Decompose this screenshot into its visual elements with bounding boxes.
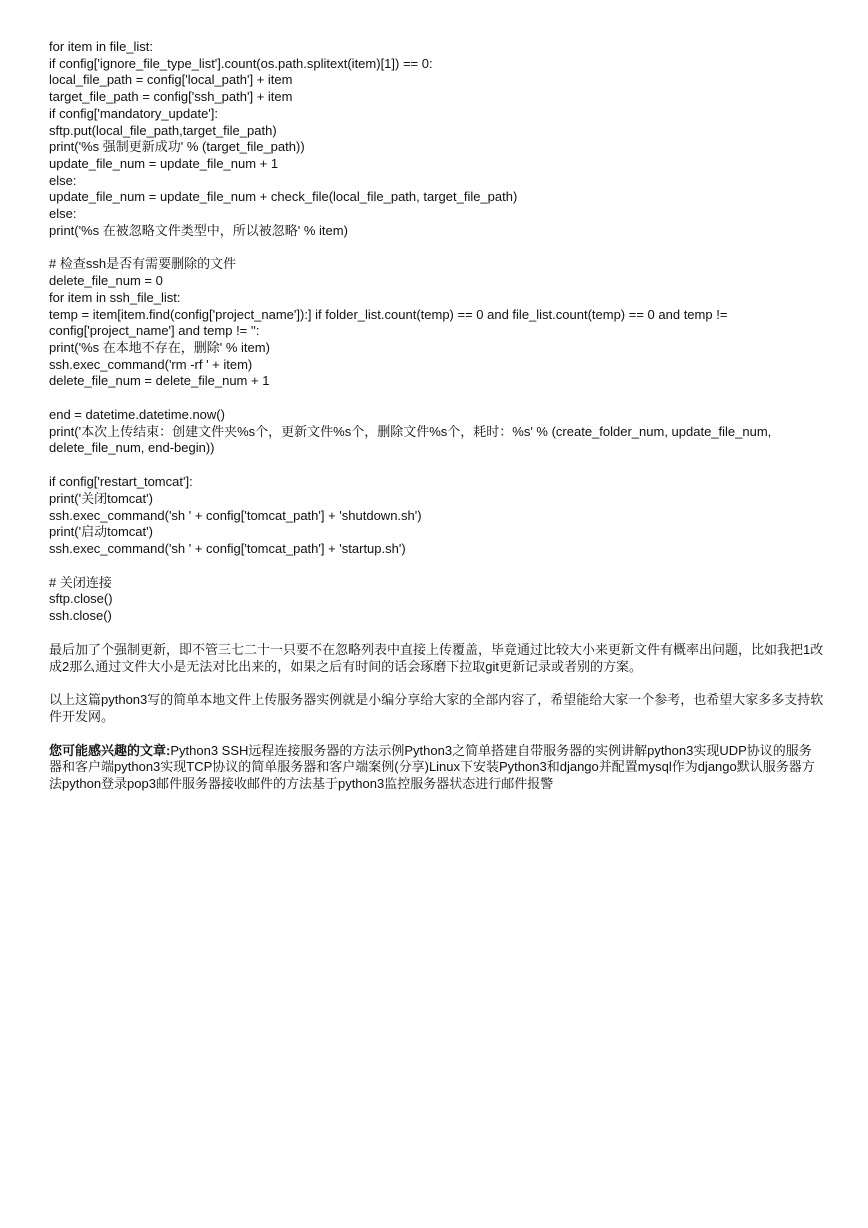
code-line: print('本次上传结束：创建文件夹%s个，更新文件%s个，删除文件%s个，耗时：%s' % (create_folder_num, update_file_num, delete_file_num, end-begin)) <box>49 423 775 456</box>
code-block <box>49 575 824 625</box>
code-line: print('%s 在被忽略文件类型中，所以被忽略' % item) <box>49 222 348 238</box>
code-line: print('关闭tomcat') <box>49 490 153 506</box>
related-articles-label: 您可能感兴趣的文章: <box>49 742 171 758</box>
paragraph: 以上这篇python3写的简单本地文件上传服务器实例就是小编分享给大家的全部内容了，希望能给大家一个参考，也希望大家多多支持软件开发网。 <box>49 692 824 724</box>
related-article-link[interactable]: Python3之简单搭建自带服务器的实例讲解 <box>404 742 648 758</box>
paragraph-section <box>49 642 824 726</box>
code-line: target_file_path = config['ssh_path'] + item <box>49 89 293 105</box>
code-line: delete_file_num = 0 <box>49 273 163 289</box>
code-line: print('启动tomcat') <box>49 524 153 540</box>
code-line: update_file_num = update_file_num + 1 <box>49 155 279 171</box>
code-line: ssh.exec_command('sh ' + config['tomcat_path'] + 'shutdown.sh') <box>49 507 422 523</box>
code-line: delete_file_num = delete_file_num + 1 <box>49 373 270 389</box>
code-line: print('%s 在本地不存在，删除' % item) <box>49 339 270 355</box>
code-line: if config['mandatory_update']: <box>49 105 219 121</box>
code-line: sftp.close() <box>49 591 113 607</box>
related-article-link[interactable]: Linux下安装Python3和django并配置mysql作为django默认服务器方法 <box>49 759 815 792</box>
code-line: temp = item[item.find(config['project_name']):] if folder_list.count(temp) == 0 and file_list.count(temp) == 0 and temp != config['project_name'] and temp != '': <box>49 306 732 339</box>
code-line: ssh.exec_command('rm -rf ' + item) <box>49 356 253 372</box>
related-article-link[interactable]: Python3 SSH远程连接服务器的方法示例 <box>170 742 405 758</box>
code-block <box>49 474 824 558</box>
code-line: update_file_num = update_file_num + check_file(local_file_path, target_file_path) <box>49 189 518 205</box>
related-article-link[interactable]: python登录pop3邮件服务器接收邮件的方法 <box>62 776 312 792</box>
code-line: print('%s 强制更新成功' % (target_file_path)) <box>49 139 305 155</box>
code-block <box>49 407 824 457</box>
related-article-link[interactable]: python3实现TCP协议的简单服务器和客户端案例(分享) <box>114 759 429 775</box>
code-line: ssh.exec_command('sh ' + config['tomcat_path'] + 'startup.sh') <box>49 540 406 556</box>
code-line: end = datetime.datetime.now() <box>49 407 225 423</box>
code-block <box>49 256 824 390</box>
code-line: if config['ignore_file_type_list'].count(os.path.splitext(item)[1]) == 0: <box>49 55 433 71</box>
paragraph: 最后加了个强制更新，即不管三七二十一只要不在忽略列表中直接上传覆盖，毕竟通过比较大小来更新文件有概率出问题，比如我把1改成2那么通过文件大小是无法对比出来的，如果之后有时间的话会琢磨下拉取git更新记录或者别的方案。 <box>49 641 824 674</box>
related-article-link[interactable]: 基于python3监控服务器状态进行邮件报警 <box>311 776 554 792</box>
code-line: # 关闭连接 <box>49 574 112 590</box>
code-block <box>49 39 824 239</box>
code-section <box>49 39 824 625</box>
related-articles <box>49 743 824 793</box>
related-article-link[interactable]: python3实现UDP协议的服务器和客户端 <box>49 742 812 775</box>
code-line: else: <box>49 172 77 188</box>
code-line: ssh.close() <box>49 608 112 624</box>
code-line: sftp.put(local_file_path,target_file_path) <box>49 122 277 138</box>
code-line: for item in file_list: <box>49 39 154 54</box>
code-line: if config['restart_tomcat']: <box>49 474 193 490</box>
code-line: local_file_path = config['local_path'] + item <box>49 72 293 88</box>
code-line: else: <box>49 206 77 222</box>
code-line: # 检查ssh是否有需要删除的文件 <box>49 256 237 272</box>
code-line: for item in ssh_file_list: <box>49 289 181 305</box>
article-body <box>49 39 824 810</box>
